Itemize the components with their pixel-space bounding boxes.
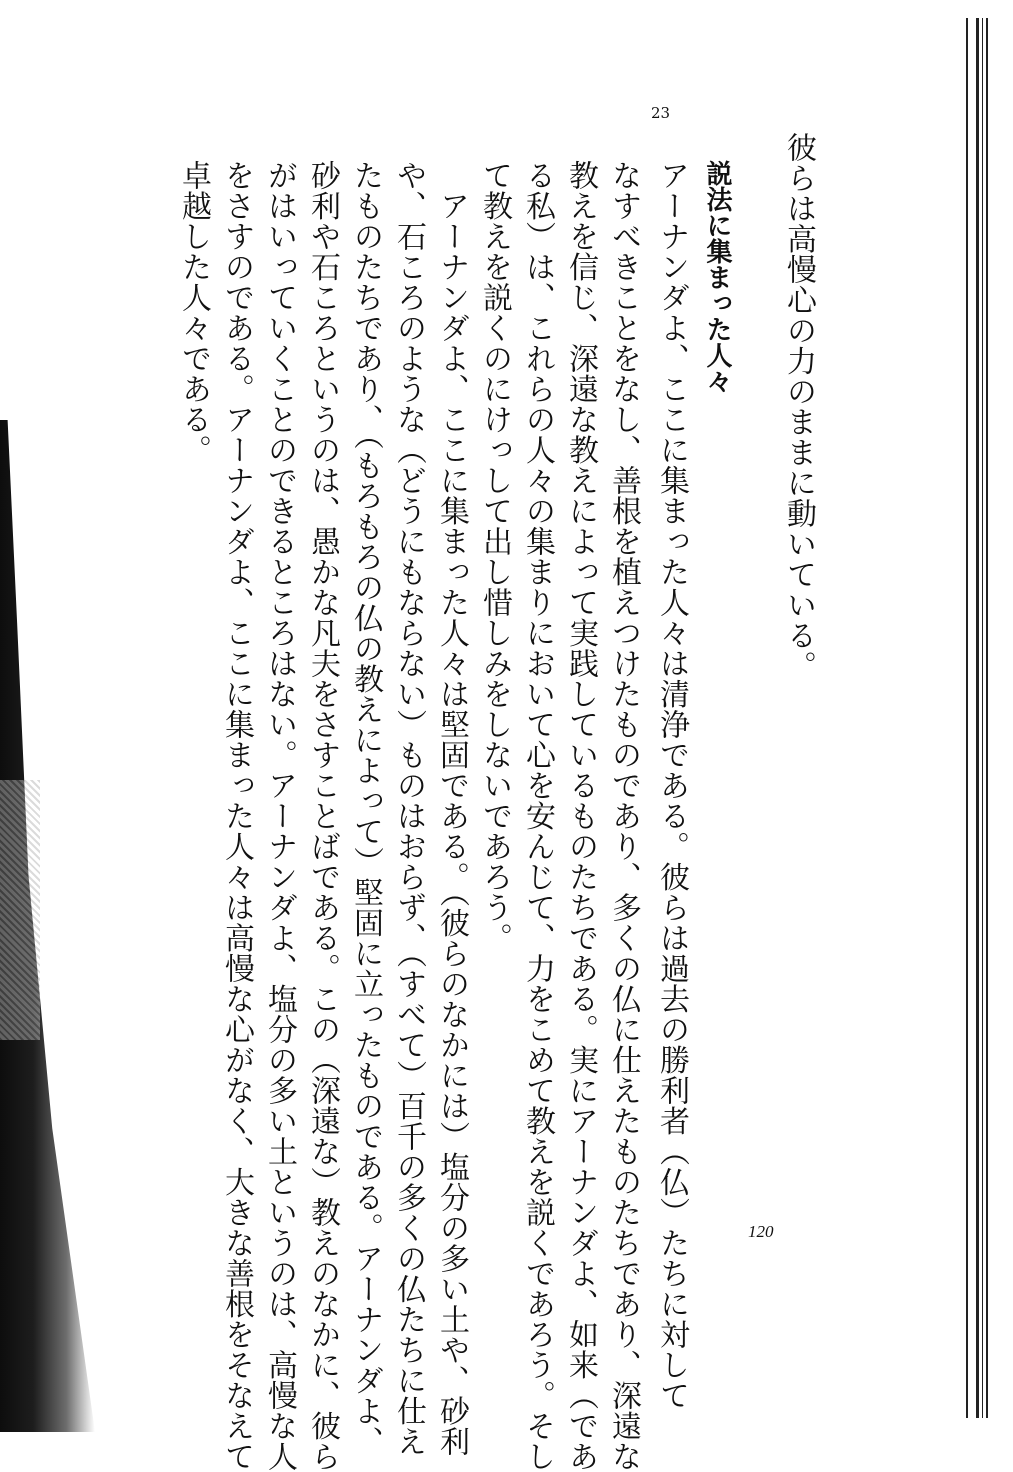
body-column-7: や、石ころのような（どうにもならない）ものはおらず、（すべて）百千の多くの仏たちに仕え	[391, 160, 426, 1457]
body-column-12: 卓越した人々である。	[176, 160, 211, 465]
page-number: 120	[748, 1222, 774, 1241]
section-heading: 説法に集まった人々	[702, 160, 732, 394]
binding-rules	[958, 18, 998, 1418]
body-column-3: 教えを信じ、深遠な教えによって実践しているものたちである。実にアーナンダよ、如来（であ	[563, 160, 598, 1472]
body-column-9: 砂利や石ころというのは、愚かな凡夫をさすことばである。この（深遠な）教えのなかに、彼ら	[305, 160, 340, 1472]
body-column-6: アーナンダよ、ここに集まった人々は堅固である。（彼らのなかには）塩分の多い土や、砂利	[434, 160, 469, 1457]
section-number: 23	[651, 104, 671, 122]
body-column-10: がはいっていくことのできるところはない。アーナンダよ、塩分の多い土というのは、高慢な人	[262, 160, 297, 1472]
body-column-11: をさすのである。アーナンダよ、ここに集まった人々は高慢な心がなく、大きな善根をそなえて	[219, 160, 254, 1472]
body-column-4: る私）は、これらの人々の集まりにおいて心を安んじて、力をこめて教えを説くであろう。そし	[520, 160, 555, 1472]
body-column-1: アーナンダよ、ここに集まった人々は清浄である。彼らは過去の勝利者（仏）たちに対して	[654, 160, 689, 1411]
opening-line: 彼らは高慢心の力のままに動いている。	[781, 132, 816, 681]
scan-gutter-texture	[0, 780, 40, 1040]
body-column-2: なすべきことをなし、善根を植えつけたものであり、多くの仏に仕えたものたちであり、深遠な	[606, 160, 641, 1472]
body-column-8: たものたちであり、（もろもろの仏の教えによって）堅固に立ったものである。アーナンダよ、	[348, 160, 383, 1457]
body-column-5: て教えを説くのにけっして出し惜しみをしないであろう。	[477, 160, 512, 953]
